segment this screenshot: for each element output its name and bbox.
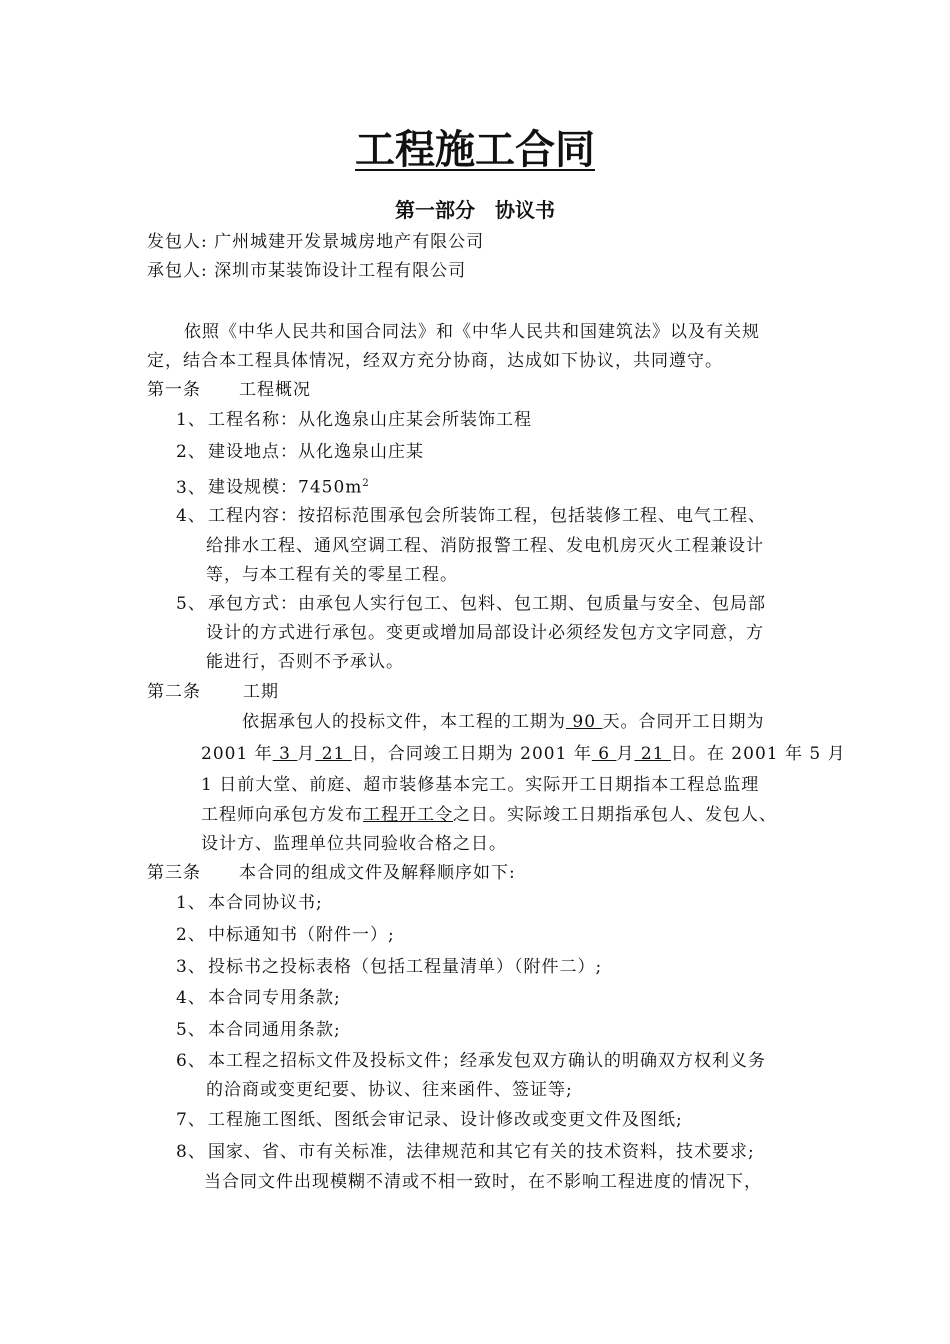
article-2-line-3: 1 日前大堂、前庭、超市装修基本完工。实际开工日期指本工程总监理 xyxy=(201,775,760,795)
article-3-heading: 第三条 本合同的组成文件及解释顺序如下: xyxy=(147,863,516,883)
article-1-item-2: 2、 建设地点：从化逸泉山庄某 xyxy=(176,442,424,462)
intro-line-2: 定，结合本工程具体情况，经双方充分协商，达成如下协议，共同遵守。 xyxy=(147,351,723,371)
article-3-item-3: 3、 投标书之投标表格（包括工程量清单）（附件二）; xyxy=(176,957,603,977)
article-3-item-1: 1、 本合同协议书; xyxy=(176,893,323,913)
article-1-item-5: 5、 承包方式：由承包人实行包工、包料、包工期、包质量与安全、包局部 xyxy=(176,594,766,614)
document-title: 工程施工合同 xyxy=(355,126,595,173)
employer-line: 发包人: 广州城建开发景城房地产有限公司 xyxy=(147,232,485,252)
article-2-line-2: 2001 年 3 月 21 日，合同竣工日期为 2001 年 6 月 21 日。在 2001 年 5 月 xyxy=(201,744,846,764)
contractor-line: 承包人: 深圳市某装饰设计工程有限公司 xyxy=(147,261,467,281)
article-1-heading: 第一条 工程概况 xyxy=(147,380,311,400)
article-3-item-5: 5、 本合同通用条款; xyxy=(176,1020,341,1040)
intro-line-1: 依照《中华人民共和国合同法》和《中华人民共和国建筑法》以及有关规 xyxy=(184,322,760,342)
article-3-item-7: 7、 工程施工图纸、图纸会审记录、设计修改或变更文件及图纸; xyxy=(176,1110,683,1130)
article-1-item-4-cont-2: 等，与本工程有关的零星工程。 xyxy=(206,565,458,585)
article-2-line-5: 设计方、监理单位共同验收合格之日。 xyxy=(201,834,507,854)
article-3-item-8: 8、 国家、省、市有关标准，法律规范和其它有关的技术资料，技术要求; xyxy=(176,1142,755,1162)
article-1-item-3: 3、 建设规模：$7450m^2$ xyxy=(176,477,370,498)
article-2-line-4: 工程师向承包方发布工程开工令之日。实际竣工日期指承包人、发包人、 xyxy=(201,805,777,825)
article-2-heading: 第二条 工期 xyxy=(147,682,279,702)
article-3-item-4: 4、 本合同专用条款; xyxy=(176,988,341,1008)
article-1-item-5-cont-2: 能进行，否则不予承认。 xyxy=(206,652,404,672)
article-1-item-4: 4、 工程内容：按招标范围承包会所装饰工程，包括装修工程、电气工程、 xyxy=(176,506,766,526)
article-1-item-5-cont-1: 设计的方式进行承包。变更或增加局部设计必须经发包方文字同意，方 xyxy=(206,623,764,643)
article-1-item-1: 1、 工程名称：从化逸泉山庄某会所装饰工程 xyxy=(176,410,532,430)
article-3-item-2: 2、 中标通知书（附件一）; xyxy=(176,925,395,945)
article-1-item-4-cont-1: 给排水工程、通风空调工程、消防报警工程、发电机房灭火工程兼设计 xyxy=(206,536,764,556)
article-3-item-6: 6、 本工程之招标文件及投标文件；经承发包双方确认的明确双方权利义务 xyxy=(176,1051,766,1071)
article-3-closing-line: 当合同文件出现模糊不清或不相一致时，在不影响工程进度的情况下， xyxy=(204,1172,762,1192)
article-3-item-6-cont: 的洽商或变更纪要、协议、往来函件、签证等; xyxy=(206,1080,573,1100)
article-2-line-1: 依据承包人的投标文件，本工程的工期为 90 天。合同开工日期为 xyxy=(242,712,765,732)
section-heading: 第一部分 协议书 xyxy=(395,198,555,222)
